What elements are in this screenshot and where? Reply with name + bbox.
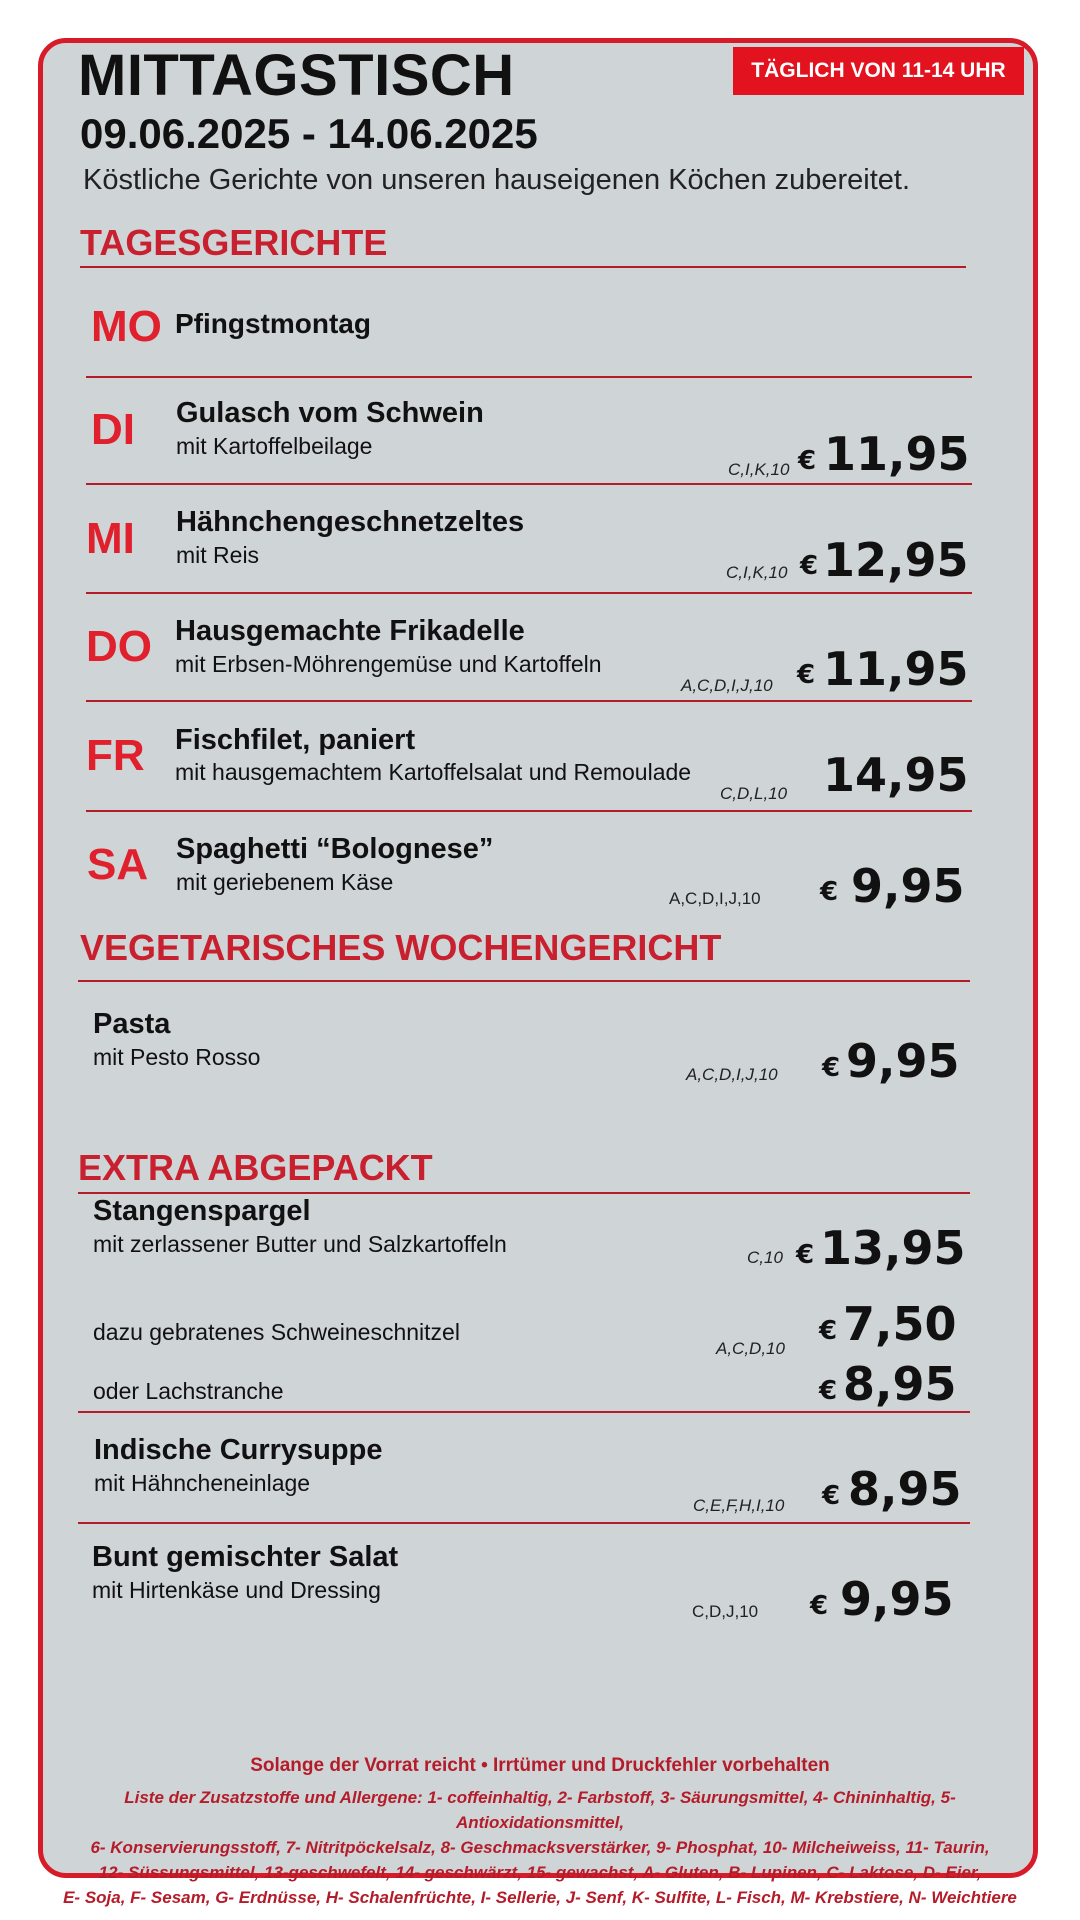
dish-description: mit Reis	[176, 542, 260, 568]
euro-sign: €	[800, 551, 819, 581]
divider	[86, 483, 972, 485]
price: 8,95	[843, 1357, 957, 1411]
dish-name: Hausgemachte Frikadelle	[175, 615, 525, 647]
allergen-codes: A,C,D,I,J,10	[681, 676, 773, 695]
price: 9,95	[840, 1572, 954, 1626]
day-label: MI	[86, 514, 135, 563]
divider	[86, 592, 972, 594]
subtitle: Köstliche Gerichte von unseren hauseigenen Köchen zubereitet.	[83, 164, 911, 196]
dish-name: Stangenspargel	[93, 1195, 311, 1227]
dish-description: oder Lachstranche	[93, 1378, 284, 1404]
price: 11,95	[824, 427, 970, 481]
divider	[86, 700, 972, 702]
euro-sign: €	[819, 1376, 838, 1406]
dish-description: mit Erbsen-Möhrengemüse und Kartoffeln	[175, 651, 602, 677]
disclaimer: Solange der Vorrat reicht • Irrtümer und Druckfehler vorbehalten	[250, 1755, 830, 1776]
divider	[78, 980, 970, 982]
dish-description: mit Pesto Rosso	[93, 1044, 261, 1070]
price: 7,50	[843, 1297, 957, 1351]
allergen-legend	[40, 1785, 1040, 1910]
allergen-codes: C,10	[747, 1248, 783, 1267]
price: 8,95	[848, 1462, 962, 1516]
section-daily-heading: TAGESGERICHTE	[80, 222, 388, 263]
day-label: DI	[91, 405, 135, 454]
price: 12,95	[823, 533, 969, 587]
price: 9,95	[851, 859, 965, 913]
dish-description: mit Kartoffelbeilage	[176, 433, 373, 459]
day-label: MO	[91, 302, 162, 351]
divider	[78, 1192, 970, 1194]
allergen-codes: C,I,K,10	[728, 460, 790, 479]
day-label: SA	[87, 840, 149, 889]
allergen-legend-line: 12- Süssungsmittel, 13-geschwefelt, 14- geschwärzt, 15- gewachst, A- Gluten, B- Lupinen, C- Laktose, D- Eier,	[98, 1863, 982, 1882]
dish-name: Pasta	[93, 1008, 171, 1040]
allergen-legend-line: 6- Konservierungsstoff, 7- Nitritpöckelsalz, 8- Geschmacksverstärker, 9- Phosphat, 10- Milcheiweiss, 11- Taurin,	[90, 1838, 990, 1857]
menu-title: MITTAGSTISCH	[78, 43, 515, 108]
allergen-codes: C,D,L,10	[720, 784, 788, 803]
euro-sign: €	[819, 1316, 838, 1346]
dish-name: Hähnchengeschnetzeltes	[176, 506, 525, 538]
price: 11,95	[823, 642, 969, 696]
euro-sign: €	[822, 1481, 841, 1511]
euro-sign: €	[810, 1591, 829, 1621]
dish-description: mit Hirtenkäse und Dressing	[92, 1577, 381, 1603]
dish-name: Spaghetti “Bolognese”	[176, 833, 494, 865]
price: 14,95	[823, 748, 969, 802]
divider	[86, 810, 972, 812]
price: 13,95	[820, 1221, 966, 1275]
dish-name: Fischfilet, paniert	[175, 724, 416, 756]
allergen-legend-line: E- Soja, F- Sesam, G- Erdnüsse, H- Schalenfrüchte, I- Sellerie, J- Senf, K- Sulfite, L- Fisch, M- Krebstiere, N- Weichtiere	[63, 1888, 1017, 1907]
divider	[86, 376, 972, 378]
dish-name: Gulasch vom Schwein	[176, 397, 484, 429]
section-vegetarian-heading: VEGETARISCHES WOCHENGERICHT	[80, 927, 722, 968]
allergen-codes: C,D,J,10	[692, 1602, 759, 1621]
dish-description: mit geriebenem Käse	[176, 869, 394, 895]
dish-description: mit zerlassener Butter und Salzkartoffeln	[93, 1231, 507, 1257]
dish-description: mit hausgemachtem Kartoffelsalat und Remoulade	[175, 759, 692, 785]
allergen-codes: A,C,D,I,J,10	[686, 1065, 778, 1084]
hours-badge: TÄGLICH VON 11-14 UHR	[733, 47, 1024, 95]
day-label: DO	[86, 622, 152, 671]
date-range: 09.06.2025 - 14.06.2025	[80, 110, 538, 157]
day-label: FR	[86, 731, 145, 780]
allergen-codes: C,E,F,H,I,10	[693, 1496, 785, 1515]
dish-name: Indische Currysuppe	[94, 1434, 383, 1466]
euro-sign: €	[820, 877, 839, 907]
allergen-legend-line: Liste der Zusatzstoffe und Allergene: 1- coffeinhaltig, 2- Farbstoff, 3- Säurungsmittel, 4- Chininhaltig, 5- Antioxidationsmittel,	[124, 1788, 956, 1832]
dish-description: mit Hähncheneinlage	[94, 1470, 311, 1496]
euro-sign: €	[798, 446, 817, 476]
allergen-codes: A,C,D,I,J,10	[669, 889, 761, 908]
section-extra-heading: EXTRA ABGEPACKT	[78, 1147, 433, 1188]
price: 9,95	[846, 1034, 960, 1088]
divider	[78, 1522, 970, 1524]
divider	[78, 1411, 970, 1413]
dish-name: Bunt gemischter Salat	[92, 1541, 399, 1573]
allergen-codes: C,I,K,10	[726, 563, 788, 582]
divider	[80, 266, 966, 268]
allergen-codes: A,C,D,10	[716, 1339, 785, 1358]
dish-description: dazu gebratenes Schweineschnitzel	[93, 1319, 460, 1345]
euro-sign: €	[822, 1053, 841, 1083]
euro-sign: €	[797, 660, 816, 690]
dish-name: Pfingstmontag	[175, 308, 371, 339]
euro-sign: €	[796, 1240, 815, 1270]
